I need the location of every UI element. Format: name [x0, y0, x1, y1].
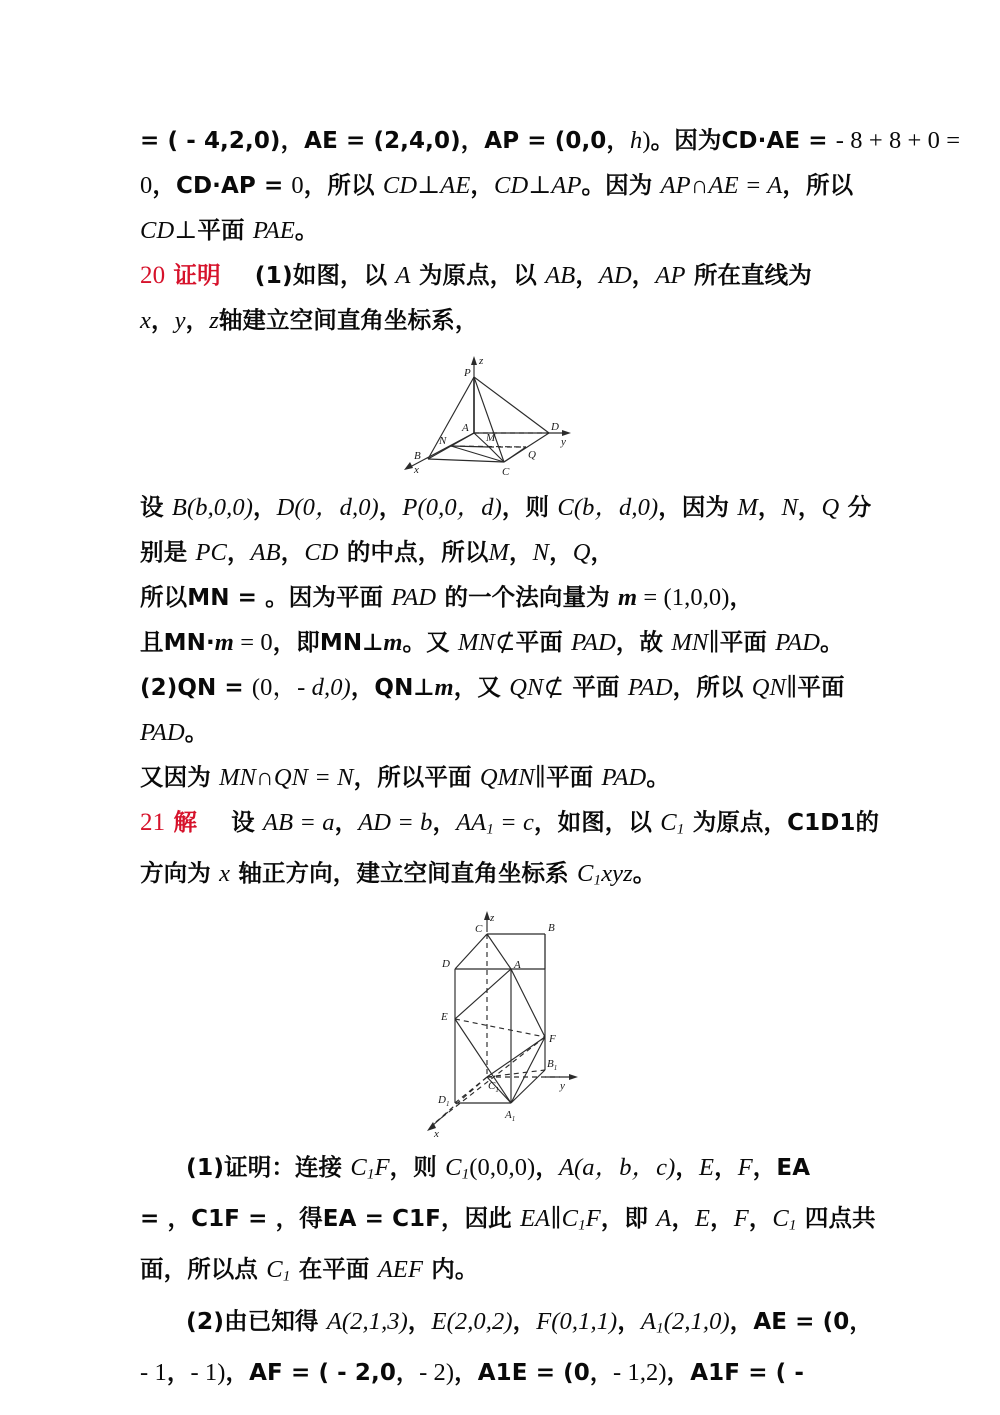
- math-sub: 1: [282, 1267, 291, 1285]
- edge-D-C: [455, 934, 487, 969]
- cn-run: 的中点，所以: [338, 538, 489, 566]
- problem-line-21: [140, 800, 882, 851]
- edge-D1-C1-dashed: [455, 1077, 487, 1103]
- math-run: [350, 1154, 374, 1181]
- math-run: - 1): [190, 1358, 226, 1386]
- math-base: C: [772, 1204, 789, 1232]
- punct: ，: [575, 261, 599, 289]
- math-run: - 1,2): [613, 1358, 667, 1386]
- math-run: QN⊥: [374, 675, 435, 701]
- math-run: 0: [140, 172, 153, 199]
- problem-digits: 21: [140, 809, 166, 836]
- edge-Q-C: [504, 447, 526, 462]
- edge-P-D: [474, 377, 549, 433]
- math-run: PAD: [140, 719, 185, 746]
- page-content: [140, 118, 961, 1395]
- math-run: CD·AP =: [175, 173, 292, 199]
- cn-run: 平面: [797, 673, 845, 701]
- label-P: P: [464, 367, 471, 379]
- label-B1: $B_1$: [547, 1057, 558, 1072]
- cn-run: 平面: [515, 628, 572, 656]
- edge-B-C: [428, 459, 504, 462]
- math-var: P: [402, 494, 418, 521]
- punct: ，: [509, 538, 533, 566]
- math-base: A: [640, 1307, 657, 1335]
- math-vector-m: m: [617, 584, 638, 611]
- math-run: ): [642, 127, 651, 154]
- text-line: [140, 665, 882, 710]
- math-run: QN: [751, 674, 786, 701]
- math-run: PAD: [775, 629, 820, 656]
- text-line: [140, 298, 882, 343]
- math-vector-m: m: [434, 674, 454, 701]
- cn-run: ，即: [600, 1203, 657, 1232]
- punct: 。: [294, 216, 319, 244]
- axis-z-arrow: [471, 356, 477, 365]
- math-run: AF = ( - 2,0，: [249, 1359, 420, 1386]
- math-run: AP: [655, 262, 686, 289]
- math-var: C: [557, 494, 574, 521]
- math-run: (b,0,0): [186, 494, 253, 521]
- math-run: [445, 1154, 469, 1181]
- math-run: (0，: [251, 674, 298, 701]
- text-line: [140, 530, 882, 575]
- label-E: E: [441, 1010, 448, 1023]
- math-base: C: [561, 1204, 579, 1232]
- text-line: [140, 1350, 882, 1395]
- punct: ，: [253, 493, 277, 521]
- cn-run: 分: [839, 493, 872, 521]
- label-x: x: [434, 1127, 439, 1139]
- math-run: PC: [195, 539, 227, 566]
- math-vector-m: m: [383, 629, 403, 656]
- punct: ，: [227, 538, 251, 566]
- math-run: - 8 + 8 + 0 =: [835, 127, 961, 154]
- cn-run: ，所以: [672, 673, 752, 701]
- figure-pyramid-container: [140, 349, 882, 477]
- label-y: y: [561, 436, 566, 448]
- cn-run: 设: [231, 808, 263, 836]
- cn-run: 面，所以点: [140, 1255, 267, 1284]
- math-run: MN·: [163, 630, 215, 656]
- math-base: C: [660, 809, 677, 836]
- math-run: C1F =: [191, 1205, 276, 1232]
- math-base: AA: [456, 809, 487, 836]
- label-M: M: [486, 432, 496, 444]
- cn-run: 轴正方向，建立空间直角坐标系: [230, 859, 578, 888]
- cn-run: ，如图，以: [534, 808, 661, 836]
- punct: ，: [225, 1357, 250, 1386]
- cn-run: ，因为: [658, 493, 738, 521]
- cn-run: 。因为: [650, 126, 722, 154]
- math-run: (0，d,0): [294, 494, 379, 521]
- math-vector-m: m: [214, 629, 234, 656]
- math-sub: 1: [578, 1216, 586, 1234]
- math-run: AB = a: [263, 809, 335, 836]
- cn-run: 所在直线为: [685, 261, 812, 289]
- math-run: A1F = ( -: [690, 1359, 805, 1386]
- math-run: = 0: [233, 629, 273, 656]
- math-run: = c: [493, 809, 534, 836]
- math-run: A(a，b，c): [558, 1153, 676, 1181]
- math-var: D: [276, 494, 295, 521]
- math-run: AE = (2,4,0): [304, 128, 461, 154]
- label-B: B: [548, 921, 555, 934]
- math-run: [266, 1256, 290, 1283]
- math-sub: 1: [366, 1164, 375, 1182]
- pyramid-pabcd-diagram: [386, 349, 636, 477]
- punct: ，: [185, 306, 210, 334]
- math-symbol: ∥: [534, 764, 547, 791]
- label-C: C: [502, 466, 510, 477]
- math-symbol: ⊄: [543, 674, 565, 701]
- math-var: M: [488, 539, 510, 566]
- label-N: N: [439, 435, 447, 447]
- math-run: EA: [776, 1154, 811, 1181]
- punct: ，: [757, 493, 782, 521]
- cn-run: 平面: [719, 628, 776, 656]
- math-run: MN: [671, 629, 709, 656]
- cn-run: 方向为: [140, 859, 220, 888]
- cn-run: (1)证明：连接: [186, 1152, 351, 1181]
- label-y: y: [560, 1079, 565, 1092]
- punct: ，: [797, 493, 822, 521]
- math-symbol: ∥: [785, 674, 798, 701]
- cn-run: ，因此: [440, 1203, 521, 1232]
- problem-number-21: [140, 808, 197, 836]
- cn-run: 平面: [546, 763, 602, 791]
- math-run: PAD: [627, 674, 673, 701]
- math-base: C: [577, 860, 594, 888]
- punct: ，: [675, 1152, 700, 1181]
- text-line: [140, 1299, 882, 1350]
- math-run: MN∩QN = N: [219, 764, 354, 791]
- punct: ，: [549, 538, 573, 566]
- math-var: z: [209, 307, 219, 334]
- punct: ，: [378, 493, 403, 521]
- math-run: AD: [598, 262, 632, 289]
- math-run: CD⊥AP: [494, 172, 582, 199]
- math-var: h: [630, 127, 643, 154]
- cn-run: 别是: [140, 538, 196, 566]
- label-A1: $A_1$: [505, 1108, 516, 1123]
- punct: ，: [752, 1152, 777, 1181]
- math-run: - 2): [419, 1358, 455, 1386]
- math-run: (0,0，d): [417, 494, 502, 521]
- math-run: PAD: [571, 629, 616, 656]
- label-z: z: [490, 911, 495, 924]
- math-run: CD·AE =: [721, 128, 836, 154]
- punct: ，: [671, 1203, 696, 1232]
- math-run: EA: [520, 1204, 551, 1232]
- edge-E-A1: [455, 1019, 511, 1103]
- text-line: [140, 710, 882, 755]
- math-run: QN: [509, 674, 544, 701]
- math-var: N: [781, 494, 798, 521]
- math-run: [660, 809, 684, 836]
- edge-F-A1: [511, 1037, 545, 1103]
- math-run: = ( - 4,2,0): [140, 128, 281, 154]
- figure-prism-container: [140, 907, 882, 1139]
- text-line: [140, 208, 882, 253]
- math-run: - 1: [140, 1358, 167, 1386]
- cn-run: 。又: [402, 628, 459, 656]
- math-run: [772, 1205, 796, 1232]
- label-Q: Q: [528, 449, 536, 461]
- punct: ，: [334, 808, 359, 836]
- problem-number-20: [140, 261, 221, 289]
- cn-run: 四点共: [796, 1203, 876, 1232]
- math-run: E(2,0,2): [431, 1307, 513, 1335]
- edge-P-C: [474, 377, 504, 462]
- punct: ，: [280, 538, 305, 566]
- math-run: PAD: [601, 764, 647, 791]
- label-B: B: [414, 450, 421, 462]
- cn-run: 的一个法向量为: [436, 583, 618, 611]
- math-run: [641, 1308, 664, 1335]
- punct: ，: [590, 538, 615, 566]
- text-line: [140, 163, 882, 208]
- punct: 。: [184, 718, 209, 746]
- cn-run: 内。: [423, 1255, 479, 1284]
- math-run: A(2,1,3): [326, 1307, 408, 1335]
- cn-run: ，得: [275, 1203, 323, 1232]
- punct: ，: [535, 1152, 559, 1181]
- math-var: x: [140, 307, 151, 334]
- math-run: MN: [458, 629, 495, 656]
- math-run: [562, 1205, 586, 1232]
- punct: ，: [460, 126, 485, 154]
- cn-run: 为原点，: [684, 808, 788, 836]
- math-run: (2)QN =: [140, 675, 252, 701]
- axis-x-arrow: [404, 462, 413, 470]
- math-run: QMN: [479, 764, 535, 791]
- cn-run: 设: [140, 493, 172, 521]
- punct: ，: [606, 126, 631, 154]
- axis-x-line: [432, 1112, 448, 1126]
- problem-line-20: [140, 253, 882, 298]
- cn-run: ，所以: [303, 171, 383, 199]
- cn-run: 。因为: [581, 171, 661, 199]
- math-var: F: [737, 1153, 753, 1181]
- punct: ，: [150, 306, 175, 334]
- label-A: A: [514, 958, 521, 971]
- math-var: E: [699, 1153, 715, 1181]
- punct: ，: [710, 1203, 734, 1232]
- math-var: Q: [572, 539, 591, 566]
- punct: ，: [729, 583, 754, 611]
- punct: ，: [512, 1306, 537, 1335]
- text-line: [140, 1145, 882, 1196]
- math-run: MN⊥: [319, 630, 384, 656]
- text-line: [140, 575, 882, 620]
- punct: ，: [714, 1152, 738, 1181]
- math-base: C: [350, 1153, 367, 1181]
- math-sub: 1: [593, 871, 602, 889]
- math-run: AB: [250, 539, 281, 566]
- cn-run: 。因为平面: [265, 583, 392, 611]
- math-run: F: [585, 1204, 601, 1232]
- math-run: = (1,0,0): [637, 584, 730, 611]
- math-symbol: ∥: [550, 1204, 562, 1232]
- text-line: [140, 851, 882, 902]
- punct: ，: [454, 1357, 478, 1386]
- punct: ，: [152, 171, 176, 199]
- math-run: [577, 860, 601, 887]
- label-D: D: [551, 421, 559, 433]
- cn-run: 又因为: [140, 763, 220, 791]
- math-run: 0: [291, 172, 304, 199]
- math-run: EA = C1F: [322, 1205, 441, 1232]
- math-sub: 1: [676, 820, 685, 838]
- math-run: (2,1,0): [663, 1307, 730, 1335]
- math-sub: 1: [486, 820, 494, 838]
- math-run: AB: [545, 262, 576, 289]
- cn-run: 轴建立空间直角坐标系，: [218, 306, 479, 334]
- punct: ，: [748, 1203, 773, 1232]
- math-run: =: [140, 1205, 168, 1232]
- math-var: B: [171, 494, 187, 521]
- edge-E-F-dashed: [455, 1019, 545, 1037]
- punct: ，: [470, 171, 494, 199]
- label-A: A: [462, 422, 469, 434]
- math-symbol: ∥: [708, 629, 720, 656]
- cn-run: (2)由已知得: [186, 1306, 327, 1335]
- text-line: [140, 755, 882, 800]
- math-run: F(0,1,1): [536, 1307, 618, 1335]
- punct: ，: [350, 673, 375, 701]
- edge-A1-B1: [511, 1070, 545, 1103]
- problem-label: 证明: [173, 261, 221, 289]
- punct: ，: [631, 261, 656, 289]
- cn-run: ，即: [272, 628, 320, 656]
- cn-run: ，又: [453, 673, 510, 701]
- cn-run: (1)如图，以: [254, 261, 396, 289]
- math-run: CD⊥AE: [382, 172, 471, 199]
- math-run: CD: [304, 539, 339, 566]
- punct: 。: [632, 859, 657, 888]
- text-line: [140, 1196, 882, 1247]
- math-run: CD⊥: [140, 217, 198, 244]
- axis-y-arrow: [569, 1074, 578, 1080]
- punct: ，: [407, 1306, 432, 1335]
- math-run: (b，d,0): [573, 494, 659, 521]
- label-D1: $D_1$: [438, 1093, 450, 1108]
- cn-run: ，则: [389, 1152, 446, 1181]
- edge-A-C-top: [487, 934, 511, 969]
- text-line: [140, 118, 961, 163]
- math-run: (0,0,0): [469, 1153, 536, 1181]
- math-var: x: [219, 860, 231, 888]
- math-run: AP∩AE = A: [660, 172, 783, 199]
- math-run: xyz: [601, 860, 633, 888]
- prism-diagram: [420, 907, 602, 1139]
- math-sub: 1: [788, 1216, 797, 1234]
- math-var: A: [395, 262, 411, 289]
- punct: ，: [166, 1357, 191, 1386]
- label-F: F: [549, 1032, 556, 1045]
- math-run: F: [374, 1153, 390, 1181]
- punct: ，: [432, 808, 457, 836]
- problem-digits: 20: [140, 262, 166, 289]
- math-run: AEF: [377, 1256, 424, 1284]
- label-z: z: [479, 355, 484, 367]
- math-var: y: [174, 307, 186, 334]
- cn-run: ，所以: [782, 171, 854, 199]
- cn-run: 的: [855, 808, 880, 836]
- math-var: E: [695, 1204, 711, 1232]
- edge-N-A: [451, 433, 474, 446]
- math-run: C1D1: [787, 810, 856, 836]
- text-line: [140, 485, 882, 530]
- text-line: [140, 620, 882, 665]
- cn-run: 为原点，以: [410, 261, 546, 289]
- math-run: - d,0): [297, 674, 351, 701]
- punct: 。: [820, 628, 844, 656]
- punct: ，: [167, 1203, 192, 1232]
- cn-run: 且: [140, 628, 164, 656]
- math-run: PAE: [252, 217, 295, 244]
- cn-run: 平面: [564, 673, 628, 701]
- problem-label: 解: [173, 808, 198, 836]
- math-sub: 1: [656, 1318, 664, 1336]
- math-run: MN =: [187, 585, 266, 611]
- math-var: M: [737, 494, 758, 521]
- cn-run: ，故: [615, 628, 672, 656]
- math-var: A: [656, 1204, 672, 1232]
- punct: ，: [666, 1357, 691, 1386]
- math-var: Q: [821, 494, 840, 521]
- punct: ，: [729, 1306, 754, 1335]
- math-run: PAD: [391, 584, 437, 611]
- cn-run: 平面: [197, 216, 253, 244]
- punct: 。: [646, 763, 670, 791]
- punct: ，: [280, 126, 305, 154]
- math-base: C: [445, 1153, 462, 1181]
- label-x: x: [414, 464, 419, 476]
- punct: ，: [617, 1306, 641, 1335]
- math-run: A1E = (0，: [477, 1359, 613, 1386]
- math-var: N: [532, 539, 550, 566]
- math-var: F: [733, 1204, 749, 1232]
- math-run: AE = (0，: [753, 1308, 873, 1335]
- cn-run: ，所以平面: [353, 763, 480, 791]
- cn-run: 在平面: [290, 1255, 378, 1284]
- math-base: C: [266, 1256, 283, 1284]
- math-run: AD = b: [358, 809, 433, 836]
- label-C1: $C_1$: [488, 1079, 499, 1094]
- math-sub: 1: [461, 1164, 470, 1182]
- cn-run: 所以: [140, 583, 188, 611]
- math-symbol: ⊄: [494, 629, 516, 656]
- edge-E-A: [455, 969, 511, 1019]
- edge-F-A: [511, 969, 545, 1037]
- label-C: C: [475, 922, 483, 935]
- cn-run: ，则: [501, 493, 558, 521]
- math-run: AP = (0,0: [484, 128, 607, 154]
- math-run: [456, 809, 494, 836]
- label-D: D: [442, 957, 450, 970]
- text-line: [140, 1247, 882, 1298]
